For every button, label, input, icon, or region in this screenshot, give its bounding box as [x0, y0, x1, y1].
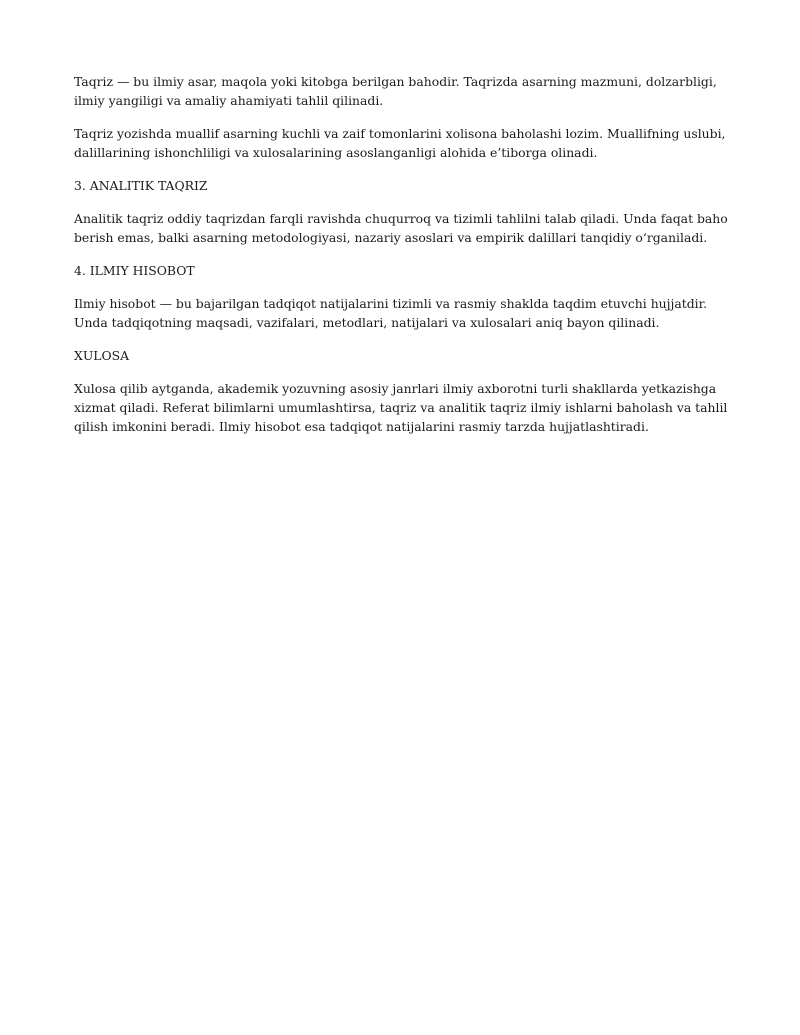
- paragraph-xulosa: Xulosa qilib aytganda, akademik yozuvning asosiy janrlari ilmiy axborotni turli shakllarda yetkazishga xizmat qiladi. Referat bilimlarni umumlashtirsa, taqriz va analitik taqriz ilmiy ishlarni baholash va tahlil qilish imkonini beradi. Ilmiy hisobot esa tadqiqot natijalarini rasmiy tarzda hujjatlashtiradi.: [74, 381, 728, 434]
- paragraph-analitik-taqriz: Analitik taqriz oddiy taqrizdan farqli ravishda chuqurroq va tizimli tahlilni talab qiladi. Unda faqat baho berish emas, balki asarning metodologiyasi, nazariy asoslari va empirik dalillari tanqidiy o‘rganiladi.: [74, 211, 728, 245]
- section-heading-analitik-taqriz: 3. ANALITIK TAQRIZ: [74, 178, 208, 193]
- section-heading-ilmiy-hisobot: 4. ILMIY HISOBOT: [74, 263, 195, 278]
- document-body: [74, 72, 728, 450]
- section-heading-xulosa: XULOSA: [74, 348, 130, 363]
- paragraph-taqriz-definition: Taqriz — bu ilmiy asar, maqola yoki kitobga berilgan bahodir. Taqrizda asarning mazmuni, dolzarbligi, ilmiy yangiligi va amaliy ahamiyati tahlil qilinadi.: [74, 74, 717, 108]
- paragraph-taqriz-writing: Taqriz yozishda muallif asarning kuchli va zaif tomonlarini xolisona baholashi lozim. Muallifning uslubi, dalillarining ishonchliligi va xulosalarining asoslanganligi alohida e’tiborga olinadi.: [74, 126, 726, 160]
- paragraph-ilmiy-hisobot: Ilmiy hisobot — bu bajarilgan tadqiqot natijalarini tizimli va rasmiy shaklda taqdim etuvchi hujjatdir. Unda tadqiqotning maqsadi, vazifalari, metodlari, natijalari va xulosalari aniq bayon qilinadi.: [74, 296, 708, 330]
